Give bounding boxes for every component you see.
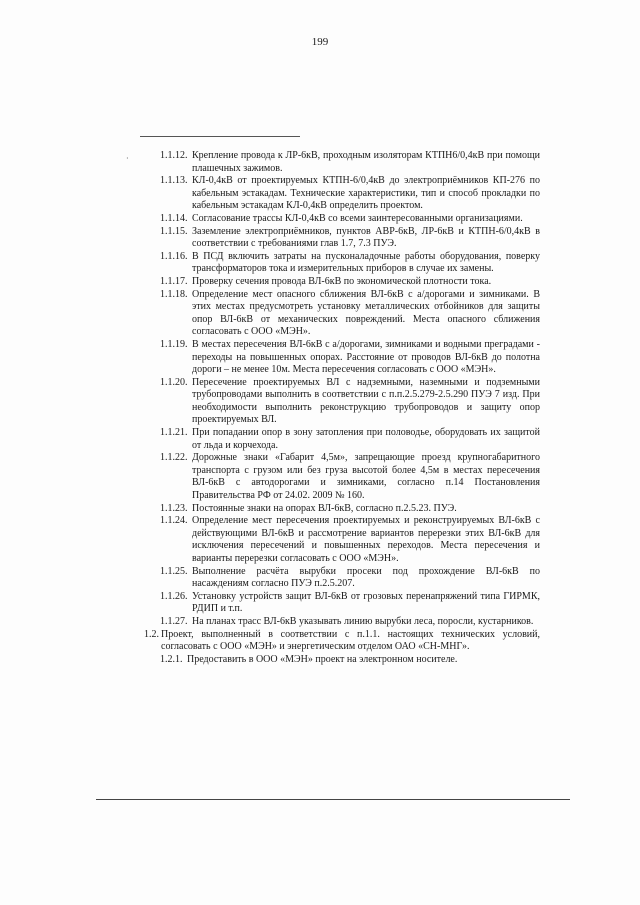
item-number: 1.1.27. bbox=[160, 615, 188, 627]
list-item bbox=[0, 175, 640, 213]
item-number: 1.1.26. bbox=[160, 590, 188, 602]
list-item bbox=[0, 226, 640, 251]
section-item bbox=[0, 629, 640, 654]
item-text: При попадании опор в зону затопления при половодье, оборудовать их защитой от льда и корчехода. bbox=[192, 427, 540, 451]
subsection-item bbox=[0, 654, 640, 667]
list-item bbox=[0, 251, 640, 276]
item-number: 1.1.19. bbox=[160, 338, 188, 350]
section-number: 1.2. bbox=[144, 628, 159, 640]
list-item bbox=[0, 150, 640, 175]
item-number: 1.1.15. bbox=[160, 225, 188, 237]
item-number: 1.1.13. bbox=[160, 175, 188, 187]
item-text: Определение мест пересечения проектируемых и реконструируемых ВЛ-6кВ с действующими ВЛ-6кВ и рассмотрение вариантов перерезки этих ВЛ-6кВ для исключения пересечений и повышенных переходов. Места пересечения и варианты перерезки согласовать с ООО «МЭН». bbox=[192, 515, 540, 564]
item-number: 1.1.22. bbox=[160, 452, 188, 464]
list-item bbox=[0, 339, 640, 377]
item-text: Выполнение расчёта вырубки просеки под прохождение ВЛ-6кВ по насаждениям согласно ПУЭ п.2.5.207. bbox=[192, 565, 540, 590]
item-text: Установку устройств защит ВЛ-6кВ от грозовых перенапряжений типа ГИРМК, РДИП и т.п. bbox=[192, 590, 540, 615]
page-number: 199 bbox=[311, 36, 329, 48]
list-item bbox=[0, 276, 640, 289]
item-number: 1.1.16. bbox=[160, 250, 188, 262]
bottom-rule bbox=[96, 799, 570, 800]
margin-mark: · bbox=[126, 154, 129, 163]
section-text: Проект, выполненный в соответствии с п.1.1. настоящих технических условий, согласовать с ООО «МЭН» и энергетическим отделом ОАО «СН-МНГ». bbox=[161, 628, 540, 653]
item-text: Постоянные знаки на опорах ВЛ-6кВ, согласно п.2.5.23. ПУЭ. bbox=[192, 502, 457, 514]
list-item bbox=[0, 503, 640, 516]
list-item bbox=[0, 616, 640, 629]
list-item bbox=[0, 566, 640, 591]
item-number: 1.1.21. bbox=[160, 427, 188, 439]
top-rule bbox=[140, 136, 300, 137]
list-item bbox=[0, 591, 640, 616]
item-text: Согласование трассы КЛ-0,4кВ со всеми заинтересованными организациями. bbox=[192, 212, 523, 224]
item-number: 1.1.17. bbox=[160, 275, 188, 287]
list-item bbox=[0, 515, 640, 565]
item-text: Проверку сечения провода ВЛ-6кВ по экономической плотности тока. bbox=[192, 275, 492, 287]
item-text: КЛ-0,4кВ от проектируемых КТПН-6/0,4кВ до электроприёмников КП-276 по кабельным эстакадам. Технические характеристики, тип и способ прокладки по кабельным эстакадам КЛ-0,4кВ определить проектом. bbox=[192, 175, 540, 212]
item-text: В местах пересечения ВЛ-6кВ с а/дорогами, зимниками и водными преградами - переходы на повышенных опорах. Расстояние от проводов ВЛ-6кВ до полотна дороги – не менее 10м. Места пересечения согласовать с ООО «МЭН». bbox=[192, 338, 540, 376]
item-number: 1.1.20. bbox=[160, 376, 188, 388]
item-text: Дорожные знаки «Габарит 4,5м», запрещающие проезд крупногабаритного транспорта с грузом или без груза высотой более 4,5м в местах пересечения ВЛ-6кВ с автодорогами и зимниками, согласно п.14 Постановления Правительства РФ от 24.02. 2009 № 160. bbox=[192, 452, 540, 502]
list-item bbox=[0, 289, 640, 339]
item-text: На планах трасс ВЛ-6кВ указывать линию вырубки леса, поросли, кустарников. bbox=[192, 615, 534, 627]
item-number: 1.1.14. bbox=[160, 212, 188, 224]
item-number: 1.1.23. bbox=[160, 502, 188, 514]
item-text: Определение мест опасного сближения ВЛ-6кВ с а/дорогами и зимниками. В этих местах предусмотреть установку металлических отбойников для защиты опор ВЛ-6кВ от механических повреждений. Места опасного сближения согласовать с ООО «МЭН». bbox=[192, 288, 540, 338]
list-item bbox=[0, 427, 640, 452]
document-body bbox=[0, 150, 640, 666]
item-number: 1.1.25. bbox=[160, 565, 188, 577]
list-item bbox=[0, 452, 640, 502]
list-item bbox=[0, 213, 640, 226]
subsection-number: 1.2.1. bbox=[160, 653, 183, 665]
item-number: 1.1.12. bbox=[160, 150, 188, 161]
item-text: Крепление провода к ЛР-6кВ, проходным изоляторам КТПН6/0,4кВ при помощи плашечных зажимов. bbox=[192, 150, 540, 174]
item-number: 1.1.24. bbox=[160, 515, 188, 527]
subsection-text: Предоставить в ООО «МЭН» проект на электронном носителе. bbox=[187, 653, 458, 665]
item-text: Пересечение проектируемых ВЛ с надземными, наземными и подземными трубопроводами выполнить в соответствии с п.п.2.5.279-2.5.290 ПУЭ 7 изд. При необходимости выполнить реконструкцию трубопроводов и защиту опор проектируемых ВЛ. bbox=[192, 376, 540, 426]
item-text: В ПСД включить затраты на пусконаладочные работы оборудования, поверку трансформаторов тока и измерительных приборов в случае их замены. bbox=[192, 250, 540, 275]
item-text: Заземление электроприёмников, пунктов АВР-6кВ, ЛР-6кВ и КТПН-6/0,4кВ в соответствии с требованиями глав 1.7, 7.3 ПУЭ. bbox=[192, 225, 540, 250]
item-number: 1.1.18. bbox=[160, 288, 188, 300]
list-item bbox=[0, 377, 640, 427]
